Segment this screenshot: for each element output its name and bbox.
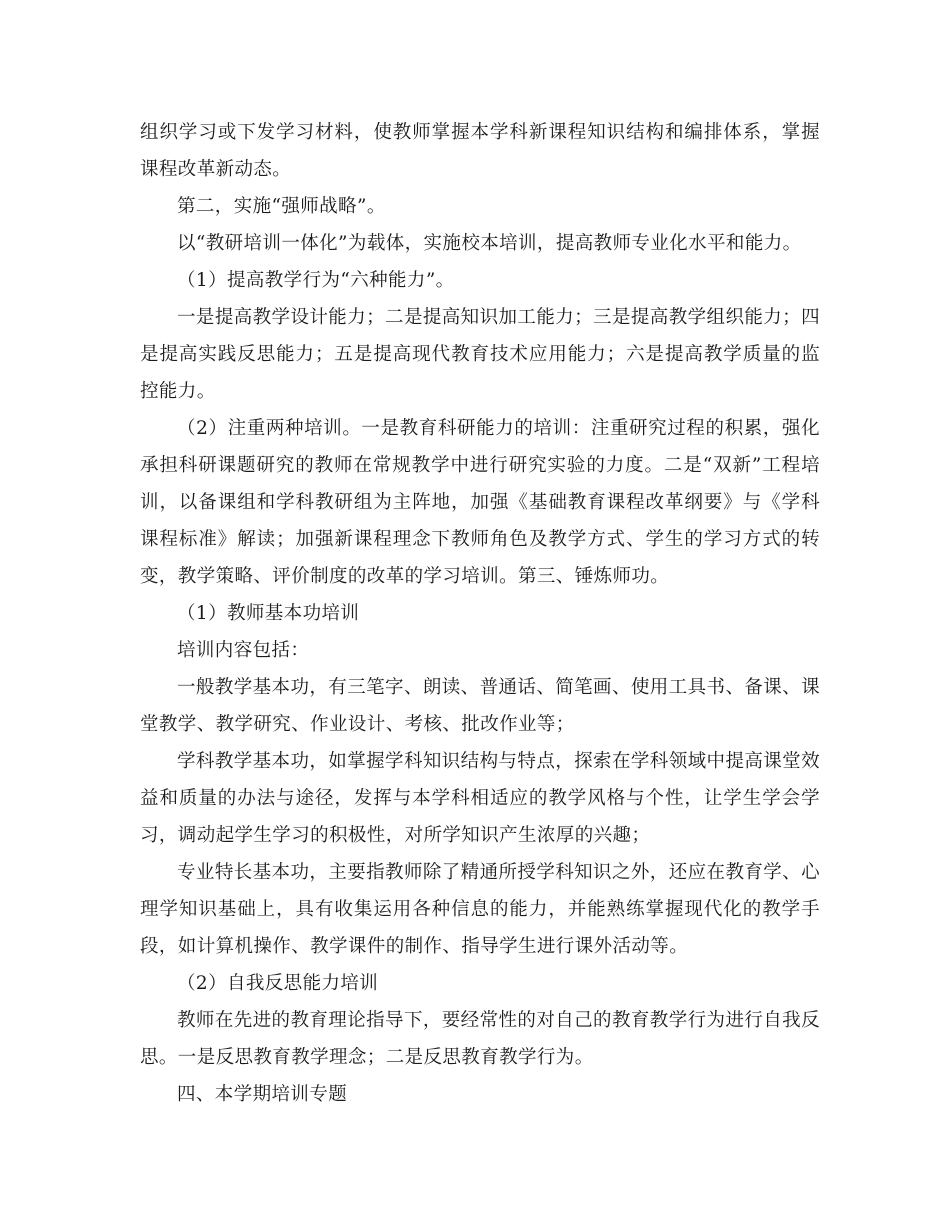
- paragraph: 培训内容包括：: [177, 640, 310, 661]
- paragraph: 一是提高教学设计能力；二是提高知识加工能力；三是提高教学组织能力；四是提高实践反思能力；五是提高现代教育技术应用能力；六是提高教学质量的监控能力。: [140, 307, 820, 402]
- document-body: [140, 114, 820, 1113]
- paragraph: （2）自我反思能力培训: [177, 973, 379, 994]
- paragraph: 以“教研培训一体化”为载体，实施校本培训，提高教师专业化水平和能力。: [177, 233, 802, 254]
- paragraph: 教师在先进的教育理论指导下，要经常性的对自己的教育教学行为进行自我反思。一是反思教育教学理念；二是反思教育教学行为。: [140, 1010, 820, 1068]
- section-heading: 四、本学期培训专题: [177, 1084, 348, 1105]
- paragraph: 一般教学基本功，有三笔字、朗读、普通话、简笔画、使用工具书、备课、课堂教学、教学研究、作业设计、考核、批改作业等；: [140, 677, 820, 735]
- paragraph: 第二，实施“强师战略”。: [177, 196, 386, 217]
- paragraph: （1）提高教学行为“六种能力”。: [177, 270, 455, 291]
- paragraph: 专业特长基本功，主要指教师除了精通所授学科知识之外，还应在教育学、心理学知识基础上，具有收集运用各种信息的能力，并能熟练掌握现代化的教学手段，如计算机操作、教学课件的制作、指导学生进行课外活动等。: [140, 862, 820, 957]
- paragraph: 组织学习或下发学习材料，使教师掌握本学科新课程知识结构和编排体系，掌握课程改革新动态。: [140, 122, 820, 180]
- paragraph: 学科教学基本功，如掌握学科知识结构与特点，探索在学科领域中提高课堂效益和质量的办法与途径，发挥与本学科相适应的教学风格与个性，让学生学会学习，调动起学生学习的积极性，对所学知识产生浓厚的兴趣；: [140, 751, 820, 846]
- paragraph: （1）教师基本功培训: [177, 603, 360, 624]
- paragraph: （2）注重两种培训。一是教育科研能力的培训：注重研究过程的积累，强化承担科研课题研究的教师在常规教学中进行研究实验的力度。二是“双新”工程培训，以备课组和学科教研组为主阵地，加强《基础教育课程改革纲要》与《学科课程标准》解读；加强新课程理念下教师角色及教学方式、学生的学习方式的转变，教学策略、评价制度的改革的学习培训。第三、锤炼师功。: [140, 418, 820, 587]
